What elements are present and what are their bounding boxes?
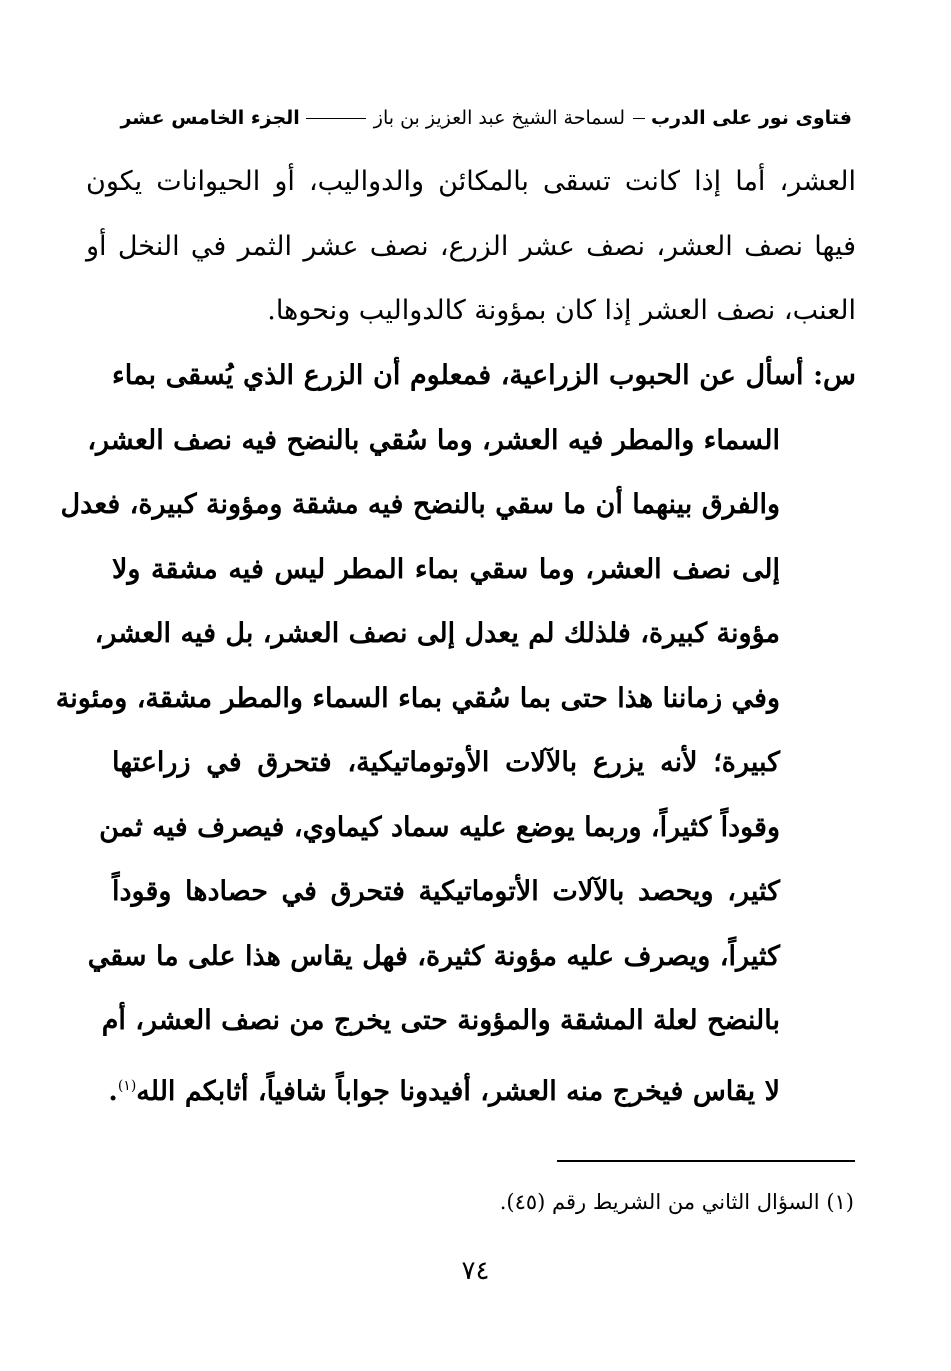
question-text: لا يقاس فيخرج منه العشر، أفيدونا جواباً شافياً، أثابكم الله bbox=[136, 1076, 780, 1107]
question-text: أسأل عن الحبوب الزراعية، فمعلوم أن الزرع الذي يُسقى بماء bbox=[112, 360, 804, 391]
volume-label: الجزء الخامس عشر bbox=[120, 107, 300, 129]
question-line: بالنضح لعلة المشقة والمؤونة حتى يخرج من نصف العشر، أم bbox=[101, 1005, 780, 1036]
footnote-separator bbox=[557, 1160, 855, 1162]
end-mark: . bbox=[108, 1076, 118, 1107]
header-dash bbox=[633, 118, 645, 119]
footnote-reference: (١) bbox=[117, 1078, 137, 1094]
footnote: (١) السؤال الثاني من الشريط رقم (٤٥). bbox=[499, 1190, 854, 1214]
question-line: كثيراً، ويصرف عليه مؤونة كثيرة، فهل يقاس هذا على ما سقي bbox=[87, 941, 780, 972]
question-line: وفي زماننا هذا حتى بما سُقي بماء السماء والمطر مشقة، ومئونة bbox=[55, 683, 780, 714]
paragraph-line: العشر، أما إذا كانت تسقى بالمكائن والدواليب، أو الحيوانات يكون bbox=[86, 166, 856, 197]
question-line: وقوداً كثيراً، وربما يوضع عليه سماد كيماوي، فيصرف فيه ثمن bbox=[99, 812, 780, 843]
question-line: السماء والمطر فيه العشر، وما سُقي بالنضح فيه نصف العشر، bbox=[87, 425, 780, 456]
question-last-line bbox=[108, 1066, 780, 1112]
header-rule bbox=[306, 118, 366, 119]
book-title: فتاوى نور على الدرب bbox=[651, 107, 852, 129]
paragraph-line: العنب، نصف العشر إذا كان بمؤونة كالدواليب ونحوها. bbox=[267, 295, 856, 326]
question-label: س: bbox=[813, 360, 856, 391]
question-line: مؤونة كبيرة، فلذلك لم يعدل إلى نصف العشر، بل فيه العشر، bbox=[94, 618, 780, 649]
page-number: ٧٤ bbox=[461, 1256, 490, 1286]
question-line: كثير، ويحصد بالآلات الأتوماتيكية فتحرق في حصادها وقوداً bbox=[112, 876, 780, 907]
question-first-line bbox=[112, 356, 856, 396]
question-line: إلى نصف العشر، وما سقي بماء المطر ليس فيه مشقة ولا bbox=[112, 554, 780, 585]
question-line: كبيرة؛ لأنه يزرع بالآلات الأوتوماتيكية، فتحرق في زراعتها bbox=[112, 747, 780, 778]
author-name: لسماحة الشيخ عبد العزيز بن باز bbox=[373, 107, 625, 129]
paragraph-line: فيها نصف العشر، نصف عشر الزرع، نصف عشر الثمر في النخل أو bbox=[86, 231, 856, 262]
question-line: والفرق بينهما أن ما سقي بالنضح فيه مشقة ومؤونة كبيرة، فعدل bbox=[60, 489, 780, 520]
running-header bbox=[90, 100, 852, 136]
